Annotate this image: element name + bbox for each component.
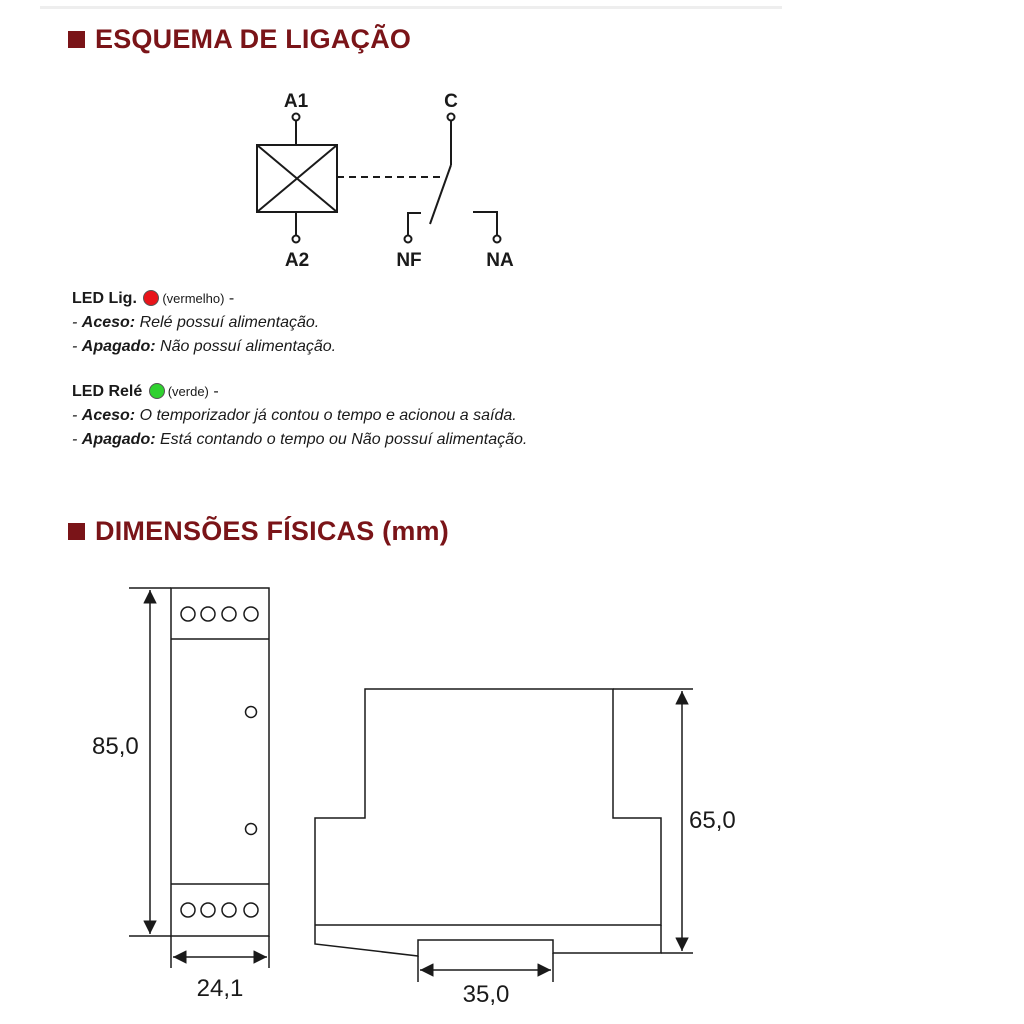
led-relay-title: LED Relé [72, 383, 143, 400]
height-value: 85,0 [92, 733, 139, 760]
led-power-dash: - [228, 290, 235, 307]
led-power-title: LED Lig. [72, 290, 137, 307]
label-a2: A2 [284, 250, 310, 271]
top-terminals [181, 607, 258, 621]
side-view-rail-clip [315, 925, 661, 956]
side-view-body [315, 689, 661, 925]
rail-value: 35,0 [462, 981, 510, 1008]
depth-value: 65,0 [689, 807, 736, 834]
led-relay-color: (verde) [167, 384, 209, 399]
led-power-off-line: - Apagado: Não possuí alimentação. [72, 338, 337, 355]
front-led-1 [246, 707, 257, 718]
led-power-on-line: - Aceso: Relé possuí alimentação. [72, 314, 320, 331]
label-nf: NF [396, 250, 422, 271]
wiring-title-text: ESQUEMA DE LIGAÇÃO [95, 24, 412, 54]
label-na: NA [486, 250, 514, 271]
led-power-color: (vermelho) [162, 291, 225, 306]
led-relay-off-line: - Apagado: Está contando o tempo ou Não possuí alimentação. [72, 431, 528, 448]
led-relay-dash: - [213, 383, 219, 400]
label-a1: A1 [283, 91, 309, 112]
width-value: 24,1 [196, 975, 244, 1002]
label-c: C [444, 91, 458, 112]
bottom-terminals [181, 903, 258, 917]
dimensions-title-text: DIMENSÕES FÍSICAS (mm) [95, 516, 449, 546]
front-led-2 [246, 824, 257, 835]
led-relay-on-line: - Aceso: O temporizador já contou o tempo e acionou a saída. [72, 407, 517, 424]
